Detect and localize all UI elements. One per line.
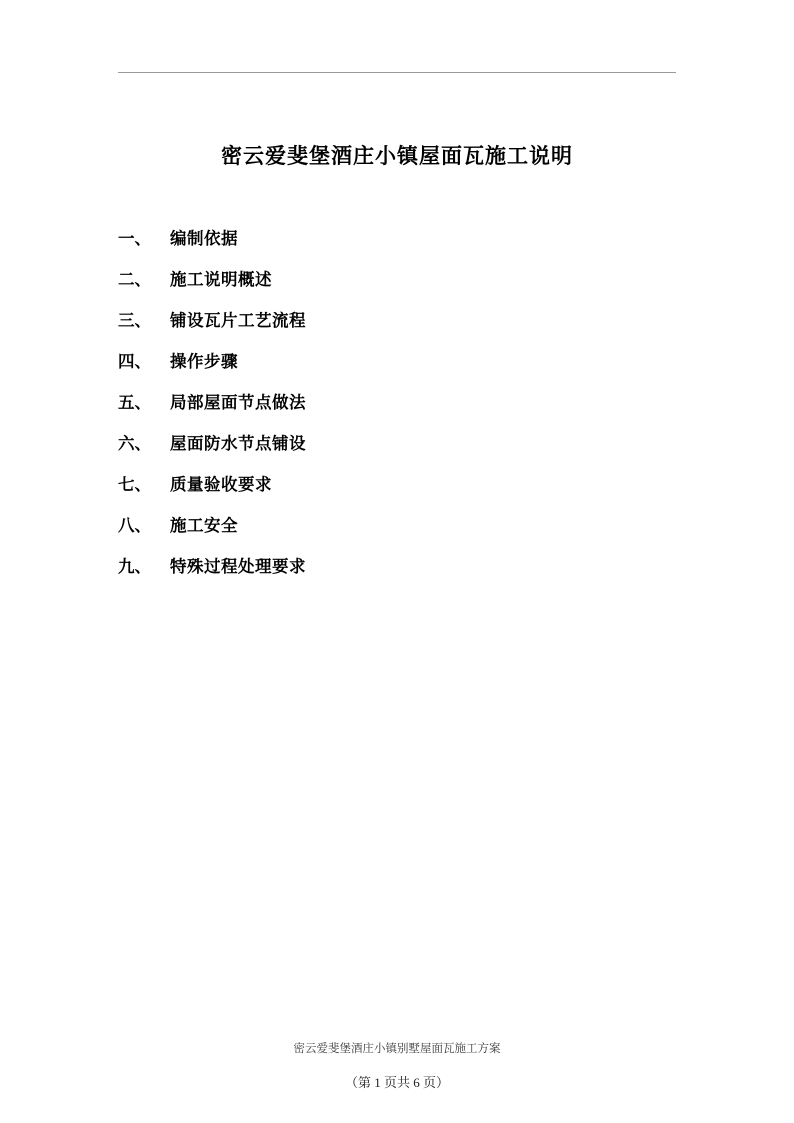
toc-number: 六、 — [118, 434, 151, 453]
toc-entry-3[interactable] — [118, 307, 676, 348]
toc-entry-5[interactable] — [118, 389, 676, 430]
toc-label: 铺设瓦片工艺流程 — [170, 311, 306, 330]
toc-number: 三、 — [118, 311, 151, 330]
toc-entry-6[interactable] — [118, 430, 676, 471]
table-of-contents — [118, 225, 676, 594]
toc-label: 特殊过程处理要求 — [170, 557, 306, 576]
toc-label: 质量验收要求 — [170, 475, 272, 494]
footer-page-indicator: （第 1 页共 6 页） — [344, 1075, 449, 1090]
footer-note: 密云爱斐堡酒庄小镇别墅屋面瓦施工方案 — [293, 1043, 501, 1055]
toc-entry-1[interactable] — [118, 225, 676, 266]
toc-label: 编制依据 — [170, 229, 238, 248]
header-divider — [118, 72, 676, 73]
toc-entry-2[interactable] — [118, 266, 676, 307]
toc-entry-7[interactable] — [118, 471, 676, 512]
toc-number: 八、 — [118, 516, 151, 535]
toc-entry-8[interactable] — [118, 512, 676, 553]
toc-label: 施工安全 — [170, 516, 238, 535]
toc-label: 屋面防水节点铺设 — [170, 434, 306, 453]
toc-label: 操作步骤 — [170, 352, 238, 371]
toc-label: 施工说明概述 — [170, 270, 272, 289]
toc-number: 九、 — [118, 557, 151, 576]
page-title: 密云爱斐堡酒庄小镇屋面瓦施工说明 — [221, 144, 573, 168]
toc-number: 一、 — [118, 229, 151, 248]
toc-number: 四、 — [118, 352, 151, 371]
toc-number: 二、 — [118, 270, 151, 289]
toc-entry-4[interactable] — [118, 348, 676, 389]
toc-number: 五、 — [118, 393, 151, 412]
toc-number: 七、 — [118, 475, 151, 494]
toc-entry-9[interactable] — [118, 553, 676, 594]
toc-label: 局部屋面节点做法 — [170, 393, 306, 412]
